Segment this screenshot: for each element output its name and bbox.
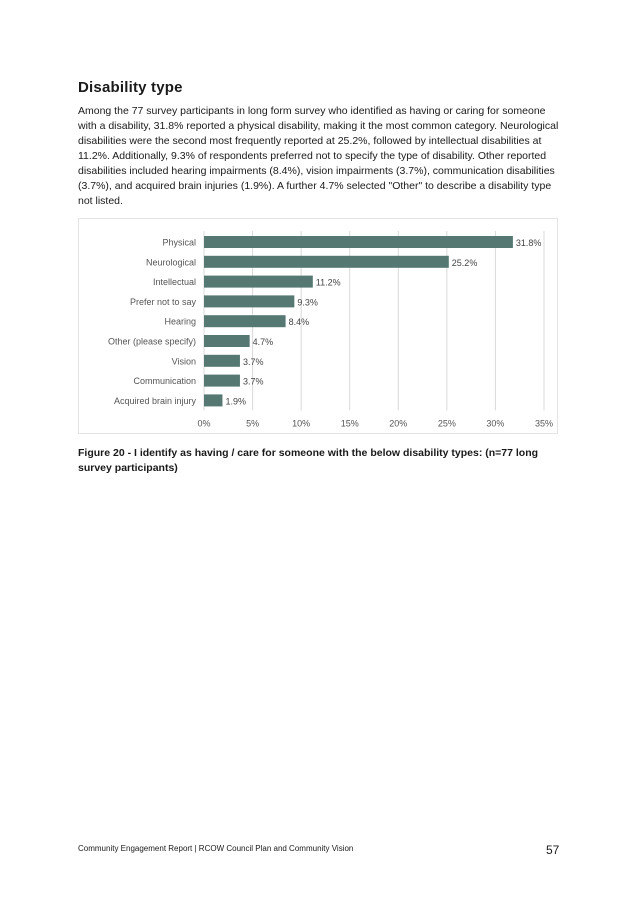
bar-7: [204, 375, 240, 387]
value-label-7: 3.7%: [242, 376, 264, 387]
x-tick-label-4: 20%: [389, 418, 408, 429]
figure-caption: Figure 20 - I identify as having / care for someone with the below disability types: (n=77 long survey participants): [78, 447, 539, 474]
value-label-1: 25.2%: [451, 257, 478, 268]
bar-0: [204, 236, 513, 248]
bar-4: [204, 315, 286, 327]
value-label-2: 11.2%: [315, 277, 341, 288]
bar-5: [204, 335, 250, 347]
section-title: Disability type: [78, 79, 183, 96]
bar-3: [204, 295, 294, 307]
category-label-3: Prefer not to say: [129, 296, 196, 307]
category-label-1: Neurological: [145, 257, 196, 268]
value-label-0: 31.8%: [515, 238, 542, 248]
category-label-7: Communication: [133, 376, 196, 387]
intro-paragraph: Among the 77 survey participants in long form survey who identified as having or caring for someone with a disability, 31.8% reported a physical disability, making it the most common category. Neurological disabilities were the second most frequently reported at 25.2%, followed by intellectual disabilities at 11.2%. Additionally, 9.3% of respondents preferred not to specify the type of disability. Other reported disabilities included hearing impairments (8.4%), vision impairments (3.7%), communication disabilities (3.7%), and acquired brain injuries (1.9%). A further 4.7% selected "Other" to describe a disability type not listed.: [78, 105, 559, 207]
category-label-8: Acquired brain injury: [113, 395, 196, 406]
category-label-0: Physical: [162, 237, 196, 248]
value-label-5: 4.7%: [252, 337, 274, 347]
bar-6: [204, 355, 240, 367]
x-tick-label-0: 0%: [197, 418, 211, 429]
category-label-5: Other (please specify): [107, 336, 196, 347]
x-tick-label-7: 35%: [534, 418, 554, 429]
bar-chart-svg: [79, 219, 557, 433]
page-number: 57: [546, 843, 560, 857]
value-label-8: 1.9%: [225, 396, 246, 407]
value-label-3: 9.3%: [297, 297, 318, 308]
category-label-4: Hearing: [164, 316, 196, 327]
x-tick-label-3: 15%: [340, 418, 359, 429]
disability-type-chart: [78, 218, 558, 434]
value-label-4: 8.4%: [288, 317, 310, 328]
x-tick-label-6: 30%: [486, 418, 505, 429]
x-tick-label-5: 25%: [437, 418, 456, 429]
bar-2: [204, 276, 313, 288]
bar-8: [204, 394, 222, 406]
value-label-6: 3.7%: [242, 356, 264, 367]
category-label-2: Intellectual: [152, 277, 196, 288]
x-tick-label-2: 10%: [292, 418, 311, 429]
category-label-6: Vision: [171, 356, 196, 367]
bar-1: [204, 256, 449, 268]
x-tick-label-1: 5%: [246, 418, 260, 429]
footer-text: Community Engagement Report | RCOW Council Plan and Community Vision: [78, 844, 354, 853]
